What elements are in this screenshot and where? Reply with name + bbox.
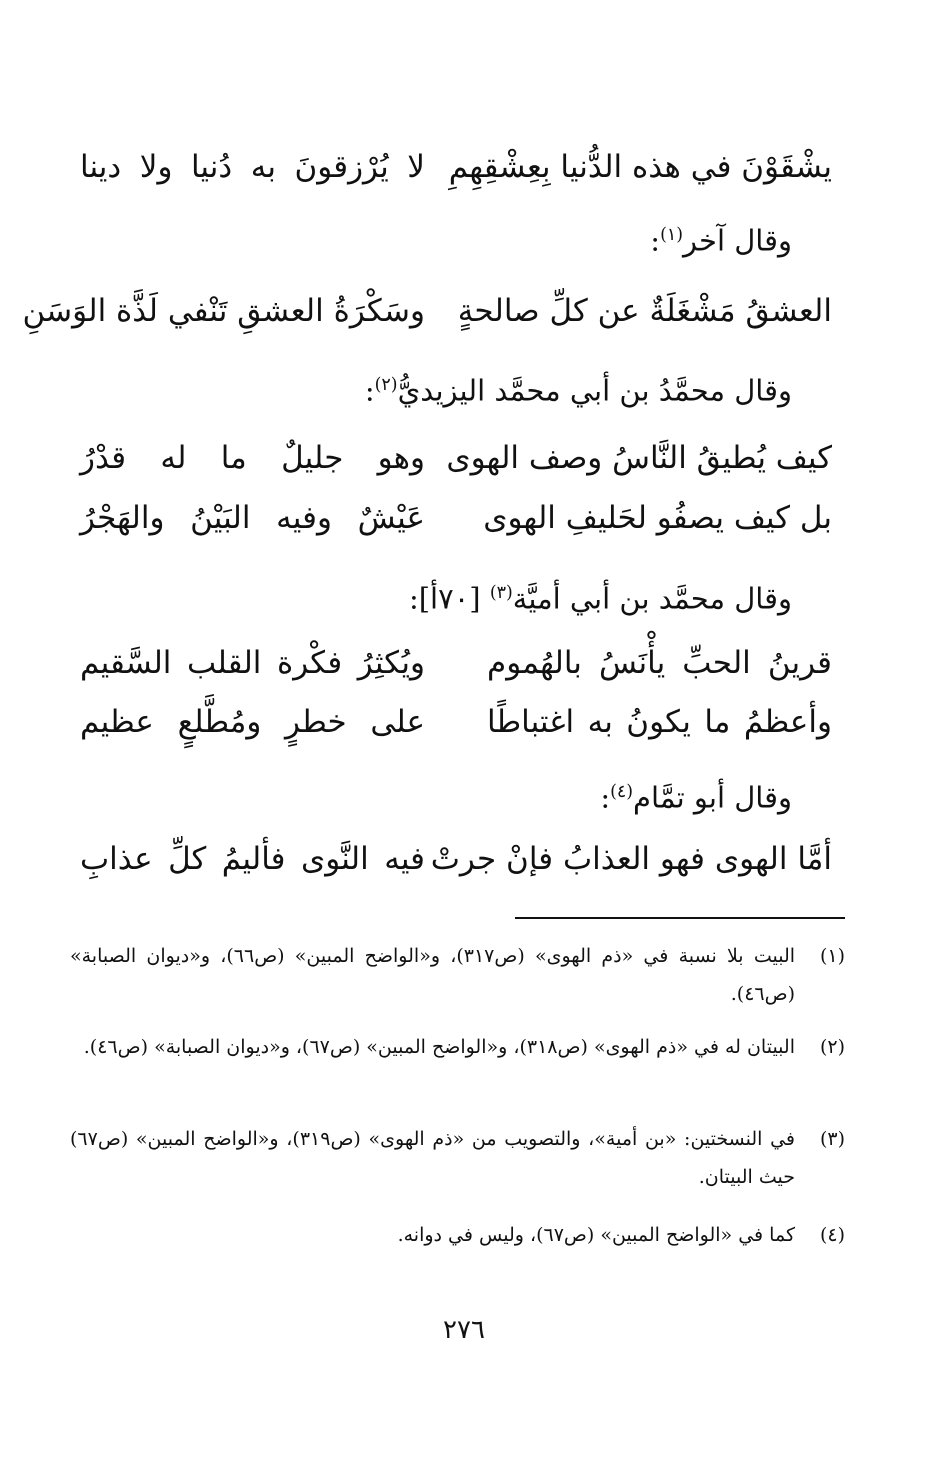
verse-line	[80, 428, 832, 488]
footnote-ref: (٤)	[610, 782, 634, 802]
verse-first-hemistich: وأعظمُ ما يكونُ به اغتباطًا	[487, 704, 832, 740]
intro-tail: :	[600, 780, 611, 815]
footnote-text: البيت بلا نسبة في «ذم الهوى» (ص٣١٧)، و«الواضح المبين» (ص٦٦)، و«ديوان الصبابة» (ص٤٦).	[70, 945, 796, 1005]
verse-first-hemistich: أمَّا الهوى فهو العذابُ فإنْ جرتْ	[430, 841, 832, 877]
verse-first-hemistich: يشْقَوْنَ في هذه الدُّنيا بِعِشْقِهِمِ	[448, 149, 832, 185]
intro-tail: :	[650, 223, 661, 258]
footnote-text: البيتان له في «ذم الهوى» (ص٣١٨)، و«الواضح المبين» (ص٦٧)، و«ديوان الصبابة» (ص٤٦).	[83, 1036, 795, 1058]
footnote	[70, 937, 845, 1013]
verse-first-hemistich: كيف يُطيقُ النَّاسُ وصف الهوى	[446, 440, 832, 476]
verse-first-hemistich: بل كيف يصفُو لحَليفِ الهوى	[483, 500, 832, 536]
verse-second-hemistich: وسَكْرَةُ العشقِ تَنْفي لَذَّة الوَسَنِ	[22, 293, 425, 329]
footnote-ref: (١)	[660, 225, 684, 245]
verse-second-hemistich: على خطرٍ ومُطَّلعٍ عظيم	[80, 704, 425, 740]
footnote	[70, 1216, 845, 1254]
intro-tail: :	[364, 373, 375, 408]
verse-intro	[600, 767, 792, 817]
verse-second-hemistich: لا يُرْزقونَ به دُنيا ولا دينا	[80, 149, 425, 185]
footnote-number: (٤)	[819, 1224, 845, 1246]
footnote-ref: (٢)	[374, 375, 398, 395]
footnote-text: كما في «الواضح المبين» (ص٦٧)، وليس في دوانه.	[397, 1224, 795, 1246]
footnote-text: في النسختين: «بن أمية»، والتصويب من «ذم الهوى» (ص٣١٩)، و«الواضح المبين» (ص٦٧) حيث البيتان.	[70, 1128, 795, 1188]
verse-second-hemistich: عَيْشٌ وفيه البَيْنُ والهَجْرُ	[80, 500, 425, 536]
intro-text: وقال محمَّد بن أبي أميَّة	[512, 581, 792, 616]
verse-second-hemistich: ويُكثِرُ فكْرة القلب السَّقيم	[80, 645, 425, 681]
footnote	[70, 1120, 845, 1196]
intro-text: وقال أبو تمَّام	[633, 780, 792, 815]
intro-text: وقال آخر	[683, 223, 792, 258]
verse-line	[80, 829, 832, 889]
footnote-number: (٣)	[819, 1128, 845, 1150]
verse-line	[80, 488, 832, 548]
verse-line	[80, 633, 832, 693]
footnote-number: (٢)	[819, 1036, 845, 1058]
verse-line	[22, 281, 832, 341]
footnote-ref: (٣)	[489, 583, 513, 603]
verse-intro	[409, 568, 792, 618]
intro-tail: [٧٠أ]:	[408, 581, 490, 616]
intro-text: وقال محمَّدُ بن أبي محمَّد اليزيديُّ	[397, 373, 792, 408]
verse-first-hemistich: العشقُ مَشْغَلَةٌ عن كلِّ صالحةٍ	[457, 293, 832, 329]
verse-intro	[650, 210, 792, 260]
footnote	[70, 1028, 845, 1066]
verse-line	[80, 137, 832, 197]
footnote-separator	[515, 917, 845, 919]
verse-intro	[365, 360, 792, 410]
verse-second-hemistich: فيه النَّوى فأليمُ كلِّ عذابِ	[80, 841, 425, 877]
verse-line	[80, 692, 832, 752]
verse-second-hemistich: وهو جليلٌ ما له قدْرُ	[80, 440, 425, 476]
verse-first-hemistich: قرينُ الحبِّ يأْنَسُ بالهُموم	[487, 645, 832, 681]
page-number: ٢٧٦	[443, 1315, 485, 1345]
footnote-number: (١)	[819, 945, 845, 967]
